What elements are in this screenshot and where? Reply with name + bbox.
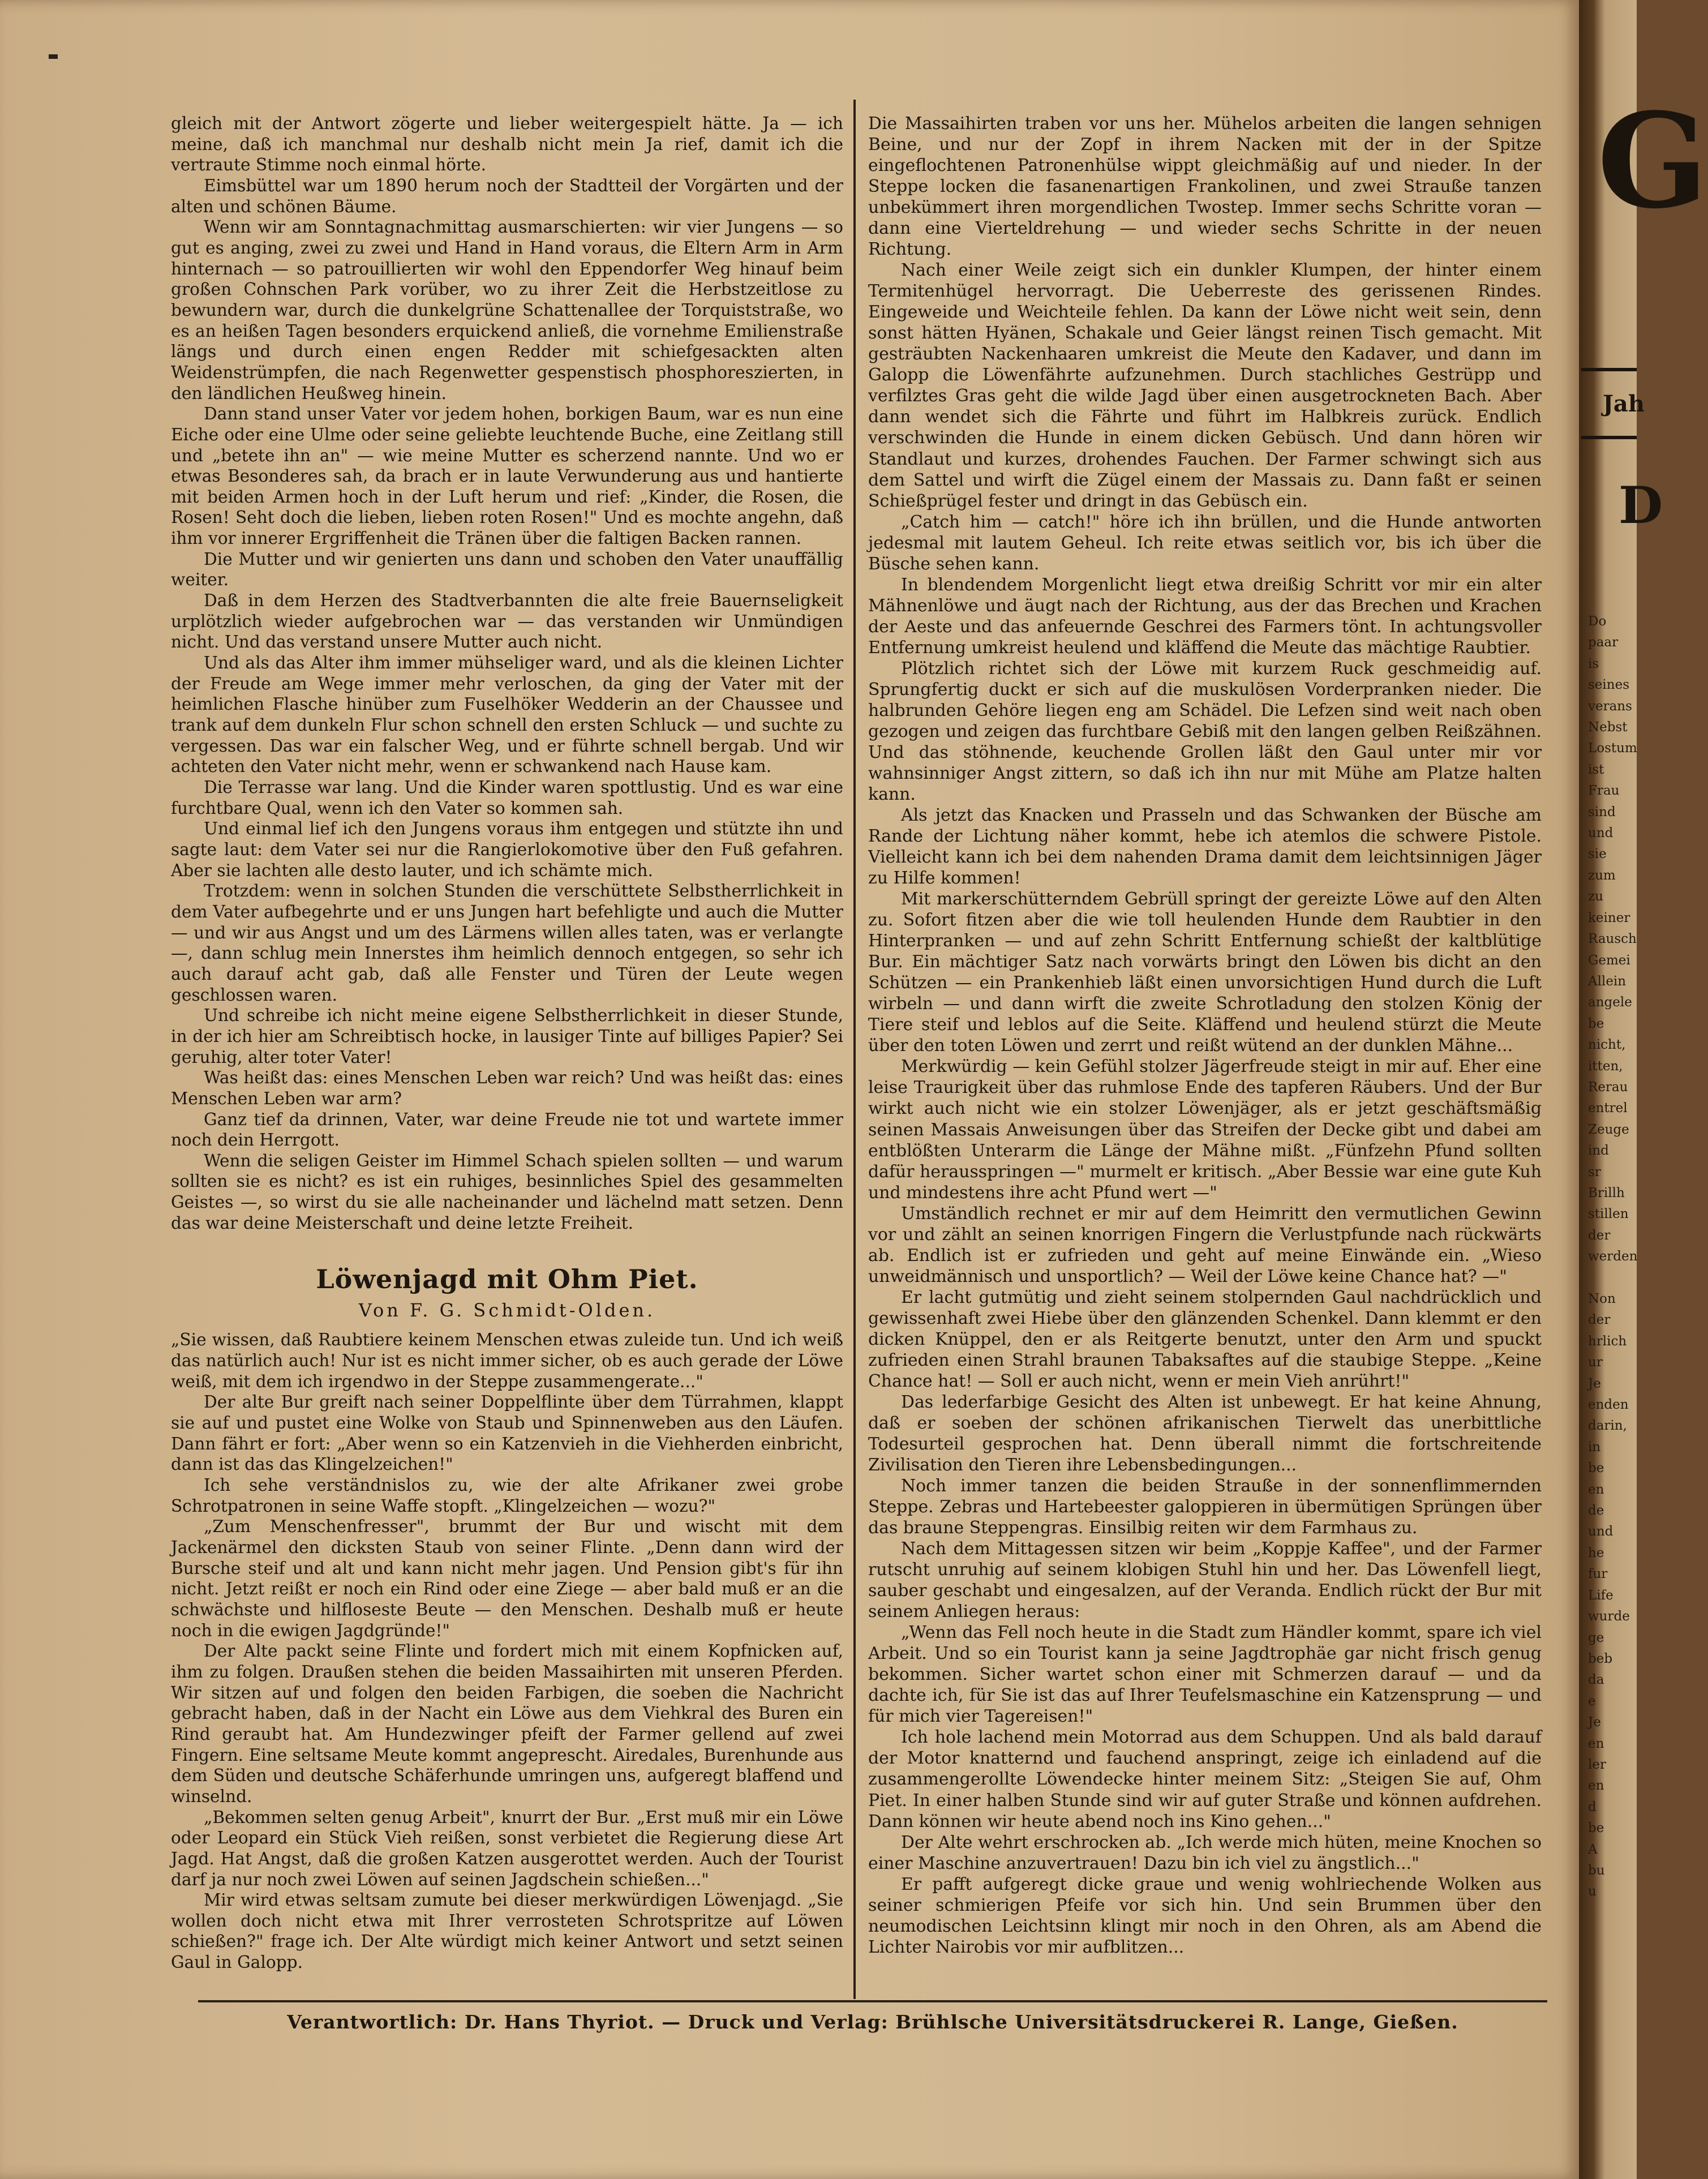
- paragraph: „Zum Menschenfresser", brummt der Bur und wischt mit dem Jackenärmel den dicksten Staub von seiner Flinte. „Denn dann wird der Bursche steif und alt und kann nicht mehr jagen. Und Pension gibt's für ihn nicht. Jetzt reißt er noch ein Rind oder eine Ziege — aber bald muß er an die schwächste und hilfloseste Beute — den Menschen. Deshalb muß er heute noch in die ewigen Jagdgründe!": [171, 1517, 843, 1640]
- paragraph: Wenn wir am Sonntagnachmittag ausmarschierten: wir vier Jungens — so gut es anging, zwei zu zwei und Hand in Hand voraus, die Eltern Arm in Arm hinternach — so patrouillierten wir wohl den Eppendorfer Weg hinauf beim großen Cohnschen Park vorüber, wo zu ihrer Zeit die Herbstzeitlose zu bewundern war, durch die dunkelgrüne Schattenallee der Torquiststraße, wo es an heißen Tagen besonders erquickend anließ, die vornehme Emilienstraße längs und durch einen engen Redder mit schiefgesackten alten Weidenstrümpfen, die nach Regenwetter gespenstisch phosphoreszierten, in den ländlichen Heußweg hinein.: [171, 217, 843, 403]
- paragraph: „Bekommen selten genug Arbeit", knurrt der Bur. „Erst muß mir ein Löwe oder Leopard ein Stück Vieh reißen, sonst verbietet die Regierung diese Art Jagd. Hat Angst, daß die großen Katzen ausgerottet werden. Auch der Tourist darf ja nur noch zwei Löwen auf seinen Jagdschein schießen...": [171, 1807, 843, 1889]
- paragraph: Ich sehe verständnislos zu, wie der alte Afrikaner zwei grobe Schrotpatronen in seine Waffe stopft. „Klingelzeichen — wozu?": [171, 1475, 843, 1516]
- paragraph: „Sie wissen, daß Raubtiere keinem Menschen etwas zuleide tun. Und ich weiß das natürlich auch! Nur ist es nicht immer sicher, ob es auch gerade der Löwe weiß, mit dem ich irgendwo in der Steppe zusammengerate...": [171, 1330, 843, 1391]
- imprint-line: Verantwortlich: Dr. Hans Thyriot. — Druck und Verlag: Brühlsche Universitätsdruckerei R. Lange, Gießen.: [287, 2011, 1458, 2033]
- paragraph: Trotzdem: wenn in solchen Stunden die verschüttete Selbstherrlichkeit in dem Vater aufbegehrte und er uns Jungen hart befehligte und auch die Mutter — und wir aus Angst und um des Lärmens willen alles taten, was er verlangte —, dann schlug mein Innerstes ihm heimlich dennoch entgegen, so sehr ich auch darauf acht gab, daß alle Fenster und Türen der Leute wegen geschlossen waren.: [171, 881, 843, 1005]
- paragraph: Dann stand unser Vater vor jedem hohen, borkigen Baum, war es nun eine Eiche oder eine Ulme oder seine geliebte leuchtende Buche, eine Zeitlang still und „betete ihn an" — wie meine Mutter es scherzend nannte. Und wo er etwas Besonderes sah, da brach er in laute Verwunderung aus und hantierte mit beiden Armen hoch in der Luft herum und rief: „Kinder, die Rosen, die Rosen! Seht doch die lieben, lieben roten Rosen!" Und es mochte angehn, daß ihm vor innerer Ergriffenheit die Tränen über die faltigen Backen rannen.: [171, 404, 843, 548]
- left-column: [171, 113, 843, 1973]
- paragraph: In blendendem Morgenlicht liegt etwa dreißig Schritt vor mir ein alter Mähnenlöwe und äugt nach der Richtung, aus der das Brechen und Krachen der Aeste und das anfeuernde Geschrei des Farmers tönt. In achtungsvoller Entfernung umkreist heulend und kläffend die Meute das mächtige Raubtier.: [868, 574, 1542, 658]
- footer-rule: [198, 2000, 1547, 2002]
- paragraph: Und schreibe ich nicht meine eigene Selbstherrlichkeit in dieser Stunde, in der ich hier am Schreibtisch hocke, in lausiger Tinte auf billiges Papier? Sei geruhig, alter toter Vater!: [171, 1006, 843, 1067]
- story-title: Löwenjagd mit Ohm Piet.: [316, 1264, 698, 1295]
- paragraph: Ich hole lachend mein Motorrad aus dem Schuppen. Und als bald darauf der Motor knatternd und fauchend anspringt, zeige ich einladend auf die zusammengerollte Löwendecke hinter meinem Sitz: „Steigen Sie auf, Ohm Piet. In einer halben Stunde sind wir auf guter Straße und können aufdrehen. Dann können wir heute abend noch ins Kino gehen...": [868, 1727, 1542, 1831]
- paragraph: Wenn die seligen Geister im Himmel Schach spielen sollten — und warum sollten sie es nicht? es ist ein ruhiges, besinnliches Spiel des gesammelten Geistes —, so wirst du sie alle nacheinander und lächelnd matt setzen. Denn das war deine Meisterschaft und deine letzte Freiheit.: [171, 1151, 843, 1233]
- paragraph: Der Alte wehrt erschrocken ab. „Ich werde mich hüten, meine Knochen so einer Maschine anzuvertrauen! Dazu bin ich viel zu ängstlich...": [868, 1832, 1542, 1873]
- paragraph: Als jetzt das Knacken und Prasseln und das Schwanken der Büsche am Rande der Lichtung näher kommt, hebe ich atemlos die schwere Pistole. Vielleicht kann ich bei dem nahenden Drama damit dem leichtsinnigen Jäger zu Hilfe kommen!: [868, 805, 1542, 889]
- paragraph: Und als das Alter ihm immer mühseliger ward, und als die kleinen Lichter der Freude am Wege immer mehr verloschen, da ging der Vater mit der heimlichen Flasche hinüber zum Fuselhöker Wedderin an der Chaussee und trank auf dem dunkeln Flur schon schnell den ersten Schluck — und suchte zu vergessen. Das war ein falscher Weg, und er führte schnell bergab. Und wir achteten den Vater nicht mehr, wenn er schwankend nach Hause kam.: [171, 653, 843, 777]
- paragraph: „Catch him — catch!" höre ich ihn brüllen, und die Hunde antworten jedesmal mit lautem Geheul. Ich reite etwas seitlich vor, bis ich über die Büsche sehen kann.: [868, 512, 1542, 574]
- paragraph: Merkwürdig — kein Gefühl stolzer Jägerfreude steigt in mir auf. Eher eine leise Traurigkeit über das ruhmlose Ende des tapferen Räubers. Und der Bur wirkt auch nicht wie ein stolzer Löwenjäger, als er jetzt geschäftsmäßig seinen Massais Anweisungen über das Streifen der Decke gibt und dabei am entblößten Unterarm die Länge der Mähne mißt. „Fünfzehn Pfund sollten dafür herausspringen —" murmelt er kritisch. „Aber Bessie war eine gute Kuh und mindestens ihre acht Pfund wert —": [868, 1057, 1542, 1203]
- adjacent-text-fragments: Do paar is seines verans Nebst Lostum ist Frau sind und sie zum zu keiner Rausch Gemei Allein angele be nicht, itten, Rerau entrel Zeuge ind sr Brillh stillen der werden Non der hrlich ur Je enden darin, in be en de und he fur Life wurde ge beb da e Je en ler en d be A bu u: [1588, 614, 1638, 1899]
- paragraph: gleich mit der Antwort zögerte und lieber weitergespielt hätte. Ja — ich meine, daß ich manchmal nur deshalb nicht mein Ja rief, damit ich die vertraute Stimme noch einmal hörte.: [171, 114, 843, 175]
- paragraph: Er lacht gutmütig und zieht seinem stolpernden Gaul nachdrücklich und gewissenhaft zwei Hiebe über den glänzenden Schenkel. Dann klemmt er den dicken Knüppel, den er als Reitgerte benutzt, unter den Arm und spuckt zufrieden einen Strahl braunen Tabaksaftes auf die staubige Steppe. „Keine Chance hat! — Soll er auch nicht, wenn er mein Vieh anrührt!": [868, 1287, 1542, 1391]
- adjacent-rule-bottom: [1581, 436, 1637, 439]
- paragraph: „Wenn das Fell noch heute in die Stadt zum Händler kommt, spare ich viel Arbeit. Und so ein Tourist kann ja seine Jagdtrophäe gar nicht frisch genug bekommen. Sicher wartet schon einer mit Schmerzen darauf — und da dachte ich, für Sie ist das auf Ihrer Teufelsmaschine ein Katzensprung — und für mich vier Tagereisen!": [868, 1623, 1542, 1727]
- paragraph: Der alte Bur greift nach seiner Doppelflinte über dem Türrahmen, klappt sie auf und pustet eine Wolke von Staub und Spinnenweben aus den Läufen. Dann fährt er fort: „Aber wenn so ein Katzenvieh in die Viehherden einbricht, dann ist das das Klingelzeichen!": [171, 1392, 843, 1474]
- paragraph: Was heißt das: eines Menschen Leben war reich? Und was heißt das: eines Menschen Leben war arm?: [171, 1068, 843, 1108]
- paragraph: Umständlich rechnet er mir auf dem Heimritt den vermutlichen Gewinn vor und zählt an seinen knorrigen Fingern die Verlustpfunde nach rückwärts ab. Endlich ist er zufrieden und geht auf meine Einwände ein. „Wieso unweidmännisch und unsportlich? — Weil der Löwe keine Chance hat? —": [868, 1203, 1542, 1286]
- adjacent-initial: D: [1619, 475, 1663, 535]
- paragraph: Eimsbüttel war um 1890 herum noch der Stadtteil der Vorgärten und der alten und schönen Bäume.: [171, 175, 843, 216]
- paragraph: Plötzlich richtet sich der Löwe mit kurzem Ruck geschmeidig auf. Sprungfertig duckt er sich auf die muskulösen Vorderpranken nieder. Die halbrunden Gehöre liegen eng am Schädel. Die Lefzen sind weit nach oben gezogen und zeigen das furchtbare Gebiß mit den langen gelben Reißzähnen. Und das stöhnende, keuchende Grollen läßt den Gaul unter mir vor wahnsinniger Angst zittern, so daß ich ihn nur mit Mühe am Platze halten kann.: [868, 658, 1542, 804]
- paragraph: Der Alte packt seine Flinte und fordert mich mit einem Kopfnicken auf, ihm zu folgen. Draußen stehen die beiden Massaihirten mit unseren Pferden. Wir sitzen auf und folgen den beiden Farbigen, die soeben die Nachricht gebracht haben, daß in der Nacht ein Löwe aus dem Viehkral des Buren ein Rind geraubt hat. Am Hundezwinger pfeift der Farmer gellend auf zwei Fingern. Eine seltsame Meute kommt angeprescht. Airedales, Burenhunde aus dem Süden und deutsche Schäferhunde umringen uns, aufgeregt blaffend und winselnd.: [171, 1641, 843, 1806]
- adjacent-heading: Jah: [1603, 391, 1645, 417]
- adjacent-masthead-letter: G: [1597, 85, 1708, 238]
- paragraph: Die Massaihirten traben vor uns her. Mühelos arbeiten die langen sehnigen Beine, und nur der Zopf in ihrem Nacken mit der in der Spitze eingeflochtenen Patronenhülse wippt gleichmäßig auf und nieder. In der Steppe locken die fasanenartigen Frankolinen, und zwei Strauße tanzen unbekümmert ihren morgendlichen Twostep. Immer sechs Schritte voran — dann eine Vierteldrehung — und wieder sechs Schritte in der neuen Richtung.: [868, 114, 1542, 260]
- story-byline: Von F. G. Schmidt-Olden.: [358, 1299, 656, 1322]
- adjacent-rule-top: [1581, 368, 1637, 371]
- paragraph: Mit markerschütterndem Gebrüll springt der gereizte Löwe auf den Alten zu. Sofort fitzen aber die wie toll heulenden Hunde dem Raubtier in den Hinterpranken — und auf zehn Schritt Entfernung schießt der kaltblütige Bur. Ein mächtiger Satz nach vorwärts bringt den Löwen bis dicht an den Schützen — ein Prankenhieb läßt einen unvorsichtigen Hund durch die Luft wirbeln — und dann wirft die zweite Schrotladung den stolzen König der Tiere steif und leblos auf die Seite. Kläffend und heulend stürzt die Meute über den toten Löwen und zerrt und reißt wütend an der dunklen Mähne...: [868, 889, 1542, 1056]
- story-body-start: [171, 1329, 843, 1972]
- paragraph: Nach dem Mittagessen sitzen wir beim „Koppje Kaffee", und der Farmer rutscht unruhig auf seinem klobigen Stuhl hin und her. Das Löwenfell liegt, sauber geschabt und eingesalzen, auf der Veranda. Endlich rückt der Bur mit seinem Anliegen heraus:: [868, 1539, 1542, 1622]
- story-body-continuation: [868, 113, 1542, 1958]
- paragraph: Mir wird etwas seltsam zumute bei dieser merkwürdigen Löwenjagd. „Sie wollen doch nicht etwa mit Ihrer verrosteten Schrotspritze auf Löwen schießen?" frage ich. Der Alte würdigt mich keiner Antwort und setzt seinen Gaul in Galopp.: [171, 1890, 843, 1972]
- essay-continuation: [171, 113, 843, 1233]
- right-column: [868, 113, 1542, 1958]
- paragraph: Die Mutter und wir genierten uns dann und schoben den Vater unauffällig weiter.: [171, 549, 843, 590]
- paragraph: Er pafft aufgeregt dicke graue und wenig wohlriechende Wolken aus seiner schmierigen Pfeife vor sich hin. Und sein Brummen über den neumodischen Leichtsinn klingt mir noch in den Ohren, als am Abend die Lichter Nairobis vor mir aufblitzen...: [868, 1874, 1542, 1957]
- paragraph: Daß in dem Herzen des Stadtverbannten die alte freie Bauernseligkeit urplötzlich wieder aufgebrochen war — das verstanden wir Unmündigen nicht. Und das verstand unsere Mutter auch nicht.: [171, 591, 843, 652]
- paragraph: Und einmal lief ich den Jungens voraus ihm entgegen und stützte ihn und sagte laut: dem Vater sei nur die Rangierlokomotive über den Fuß gefahren. Aber sie lachten alle desto lauter, und ich schämte mich.: [171, 819, 843, 880]
- paragraph: Nach einer Weile zeigt sich ein dunkler Klumpen, der hinter einem Termitenhügel hervorragt. Die Ueberreste des gerissenen Rindes. Eingeweide und Weichteile fehlen. Da kann der Löwe nicht weit sein, denn sonst hätten Hyänen, Schakale und Geier längst reinen Tisch gemacht. Mit gesträubten Nackenhaaren umkreist die Meute den Kadaver, und dann im Galopp die Löwenfährte aufzunehmen. Durch stachliches Gestrüpp und verfilztes Gras geht die wilde Jagd über einen ausgetrockneten Bach. Aber dann wendet sich die Fährte und führt im Halbkreis zurück. Endlich verschwinden die Hunde in einem dicken Gebüsch. Und dann hören wir Standlaut und kurzes, drohendes Fauchen. Der Farmer schwingt sich aus dem Sattel und wirft die Zügel einem der Massais zu. Dann faßt er seinen Schießprügel fester und dringt in das Gebüsch ein.: [868, 260, 1542, 511]
- column-divider: [853, 100, 856, 1999]
- paragraph: Ganz tief da drinnen, Vater, war deine Freude nie tot und wartete immer noch dein Herrgott.: [171, 1109, 843, 1150]
- paragraph: Die Terrasse war lang. Und die Kinder waren spottlustig. Und es war eine furchtbare Qual, wenn ich den Vater so kommen sah.: [171, 778, 843, 818]
- paragraph: Das lederfarbige Gesicht des Alten ist unbewegt. Er hat keine Ahnung, daß er soeben der schönen afrikanischen Tierwelt das unerbittliche Todesurteil gesprochen hat. Denn überall nimmt die fortschreitende Zivilisation den Tieren ihre Lebensbedingungen...: [868, 1392, 1542, 1475]
- printer-mark: [49, 54, 58, 59]
- paragraph: Noch immer tanzen die beiden Strauße in der sonnenflimmernden Steppe. Zebras und Hartebeester galoppieren in übermütigen Sprüngen über das braune Steppengras. Einsilbig reiten wir dem Farmhaus zu.: [868, 1476, 1542, 1538]
